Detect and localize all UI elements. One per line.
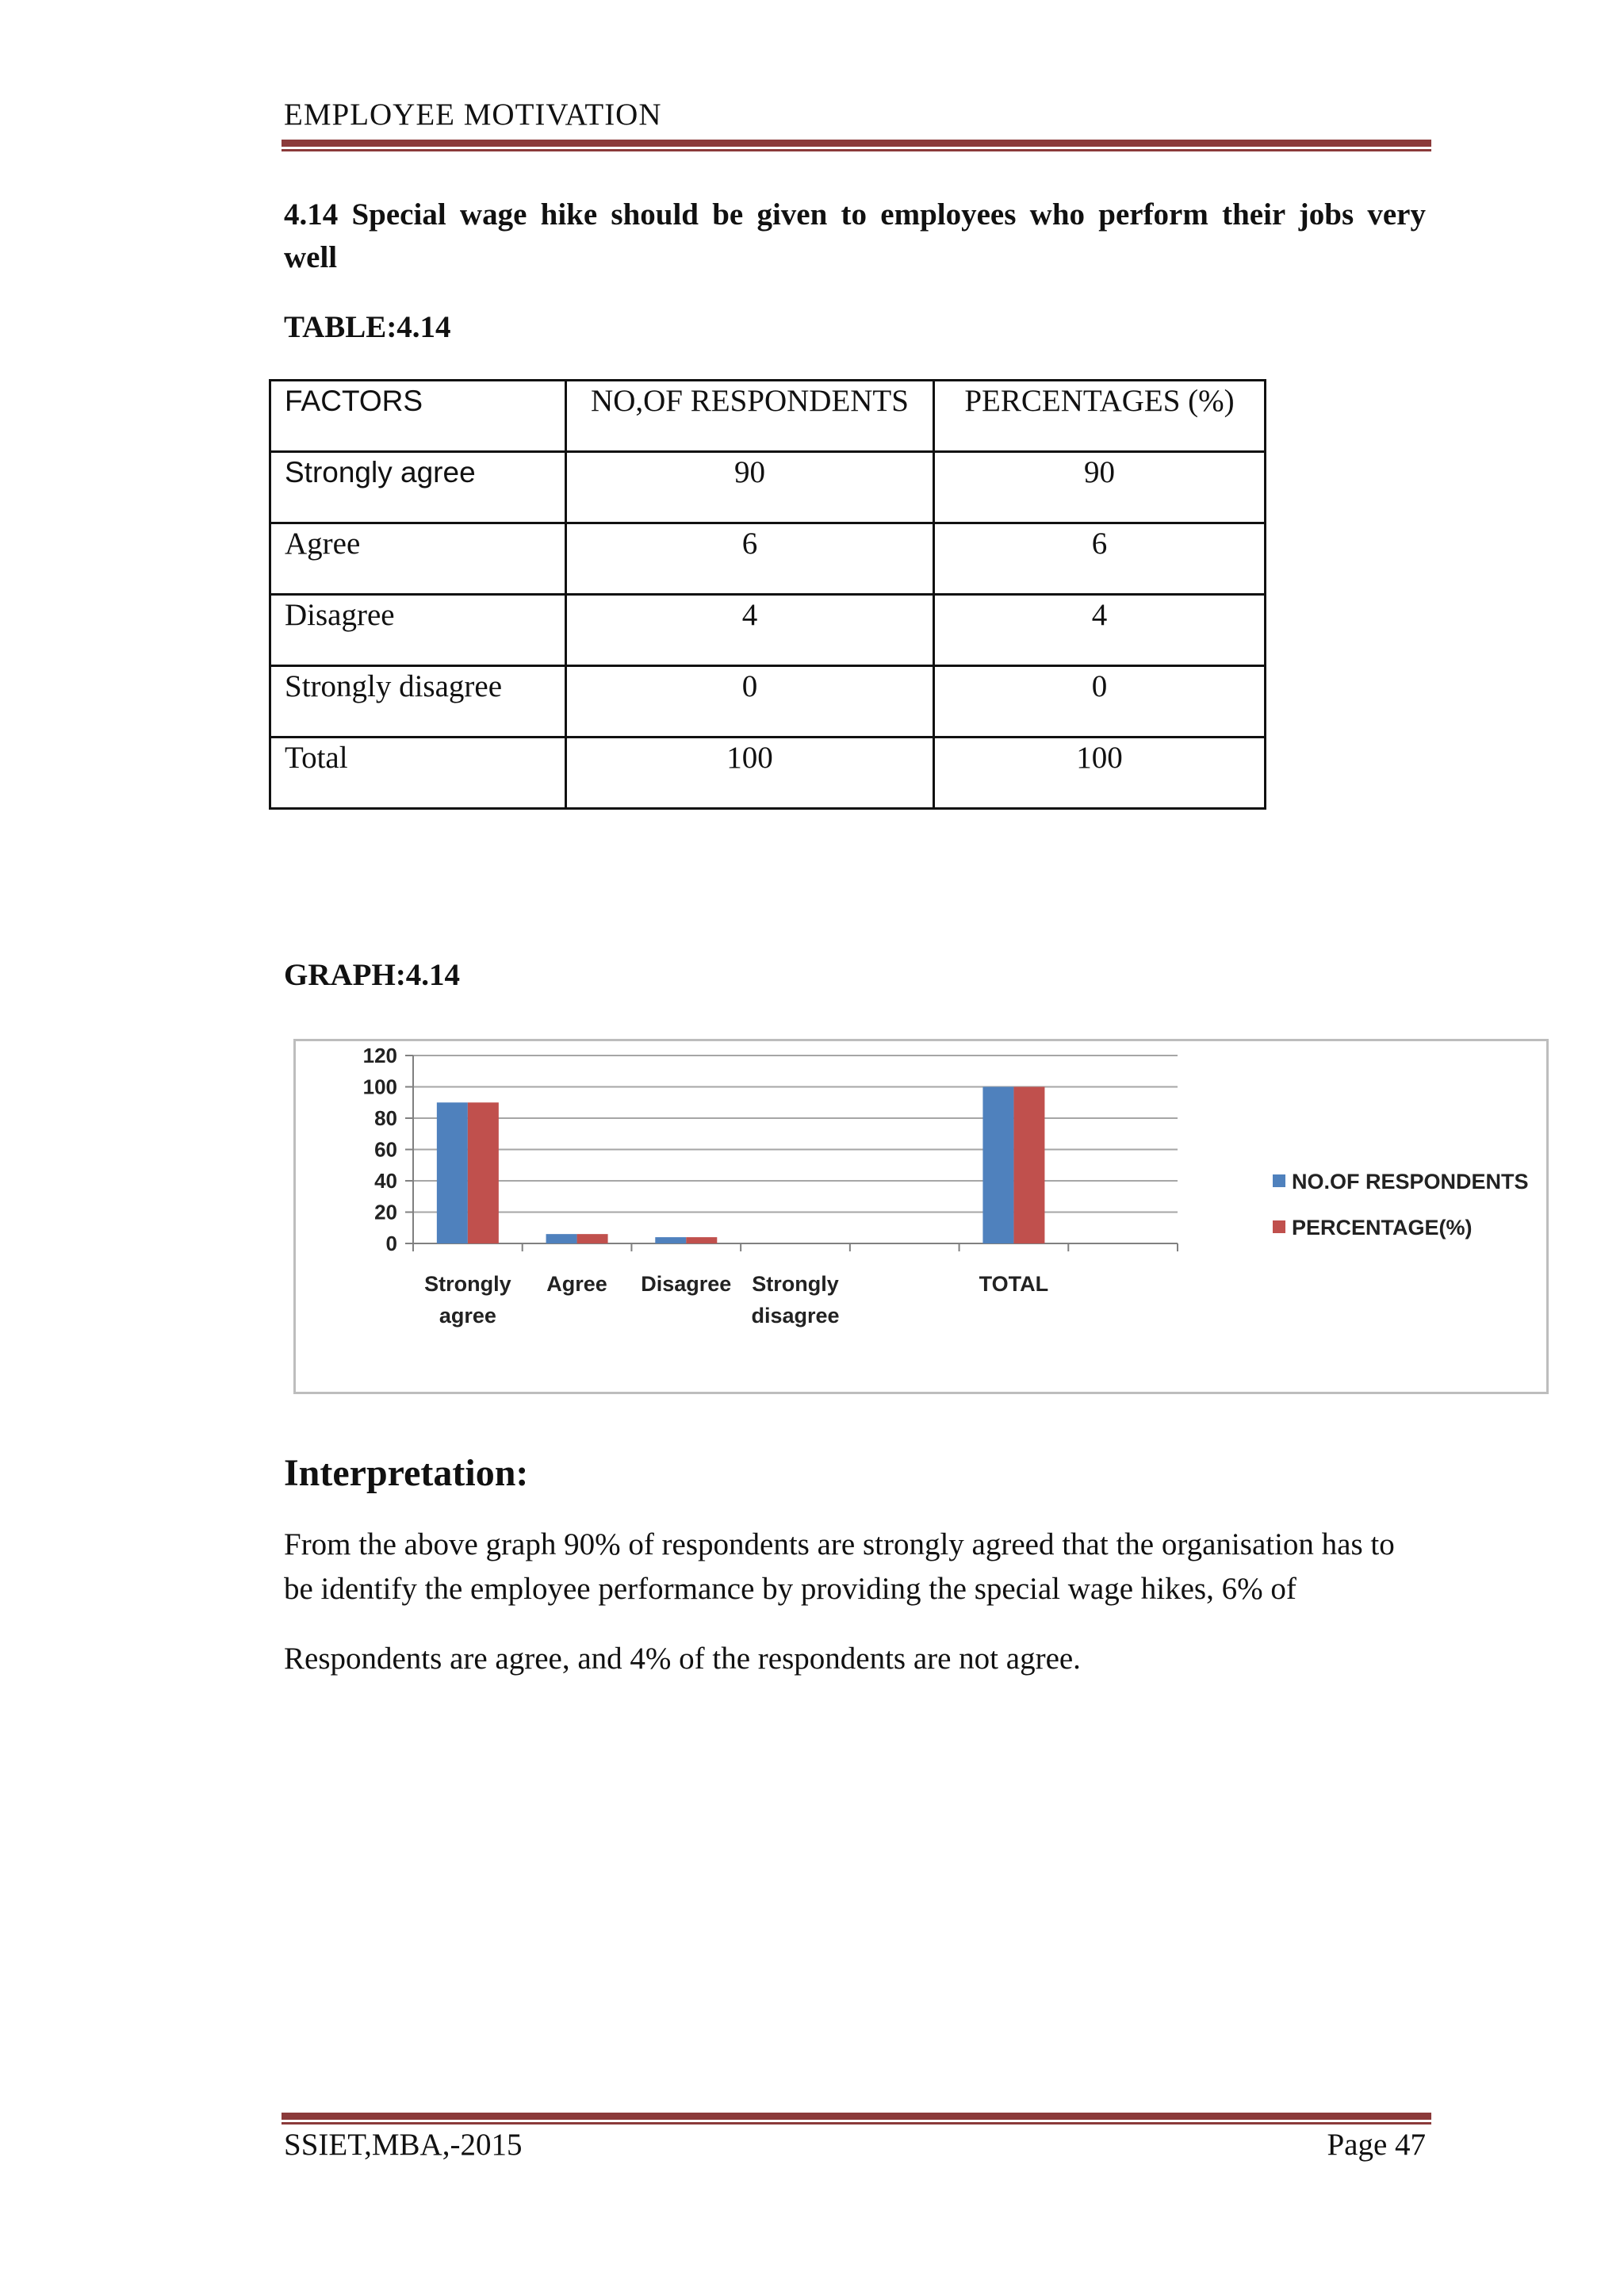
graph-label: GRAPH:4.14 — [284, 958, 461, 992]
y-tick-label: 0 — [385, 1232, 397, 1255]
y-tick-label: 120 — [362, 1044, 397, 1067]
x-category-label: agree — [439, 1304, 496, 1328]
factor-cell: Disagree — [270, 595, 566, 666]
table-row — [270, 595, 1266, 666]
y-tick-label: 40 — [374, 1169, 397, 1193]
respondents-cell: 4 — [566, 595, 934, 666]
y-tick-label: 80 — [374, 1106, 397, 1130]
y-tick-label: 60 — [374, 1137, 397, 1162]
table-row — [270, 666, 1266, 738]
factor-cell: Strongly disagree — [270, 666, 566, 738]
percentage-cell: 0 — [934, 666, 1266, 738]
y-tick-label: 100 — [362, 1075, 397, 1099]
x-category-label: Disagree — [641, 1272, 732, 1296]
column-header: NO,OF RESPONDENTS — [566, 381, 934, 452]
page-number: Page 47 — [1327, 2128, 1426, 2162]
legend-label: PERCENTAGE(%) — [1292, 1216, 1473, 1239]
x-category-label: Strongly — [752, 1272, 839, 1296]
legend-swatch — [1273, 1174, 1285, 1187]
bar — [437, 1102, 468, 1243]
column-header: PERCENTAGES (%) — [934, 381, 1266, 452]
respondents-cell: 0 — [566, 666, 934, 738]
footer-rule-thin — [282, 2122, 1431, 2125]
legend-swatch — [1273, 1220, 1285, 1233]
bar-chart-svg — [296, 1041, 1546, 1392]
table-row — [270, 738, 1266, 809]
bar — [1013, 1087, 1044, 1244]
x-category-label: Agree — [546, 1272, 607, 1296]
bar — [655, 1237, 686, 1243]
factor-cell: Total — [270, 738, 566, 809]
interpretation-body — [284, 1523, 1426, 1707]
header-rule-thick — [282, 140, 1431, 147]
table-row — [270, 452, 1266, 523]
respondents-cell: 100 — [566, 738, 934, 809]
percentage-cell: 6 — [934, 523, 1266, 595]
respondents-cell: 90 — [566, 452, 934, 523]
table-row — [270, 523, 1266, 595]
factor-cell: Strongly agree — [270, 452, 566, 523]
percentage-cell: 100 — [934, 738, 1266, 809]
x-category-label: TOTAL — [979, 1272, 1049, 1296]
bar — [468, 1102, 499, 1243]
y-tick-label: 20 — [374, 1200, 397, 1224]
header-rule-thin — [282, 149, 1431, 151]
question-heading: 4.14 Special wage hike should be given to employees who perform their jobs very well — [284, 197, 1426, 274]
column-header: FACTORS — [270, 381, 566, 452]
interpretation-heading: Interpretation: — [284, 1452, 529, 1494]
respondents-table — [269, 379, 1266, 810]
bar — [982, 1087, 1013, 1244]
bar — [686, 1237, 717, 1243]
percentage-cell: 90 — [934, 452, 1266, 523]
interpretation-paragraph: Respondents are agree, and 4% of the respondents are not agree. — [284, 1642, 1081, 1676]
x-category-label: Strongly — [424, 1272, 511, 1296]
bar — [577, 1234, 608, 1243]
percentage-cell: 4 — [934, 595, 1266, 666]
legend-label: NO.OF RESPONDENTS — [1292, 1170, 1529, 1193]
table-label: TABLE:4.14 — [284, 310, 451, 344]
footer-institution: SSIET,MBA,-2015 — [284, 2128, 523, 2162]
factor-cell: Agree — [270, 523, 566, 595]
interpretation-paragraph: From the above graph 90% of respondents are strongly agreed that the organisation has to be identify the employee performance by providing the special wage hikes, 6% of — [284, 1527, 1395, 1606]
footer-rule-thick — [282, 2113, 1431, 2120]
respondents-cell: 6 — [566, 523, 934, 595]
bar — [546, 1234, 577, 1243]
bar-chart — [293, 1039, 1549, 1394]
table-header-row — [270, 381, 1266, 452]
page-header-title: EMPLOYEE MOTIVATION — [284, 98, 662, 132]
x-category-label: disagree — [751, 1304, 840, 1328]
